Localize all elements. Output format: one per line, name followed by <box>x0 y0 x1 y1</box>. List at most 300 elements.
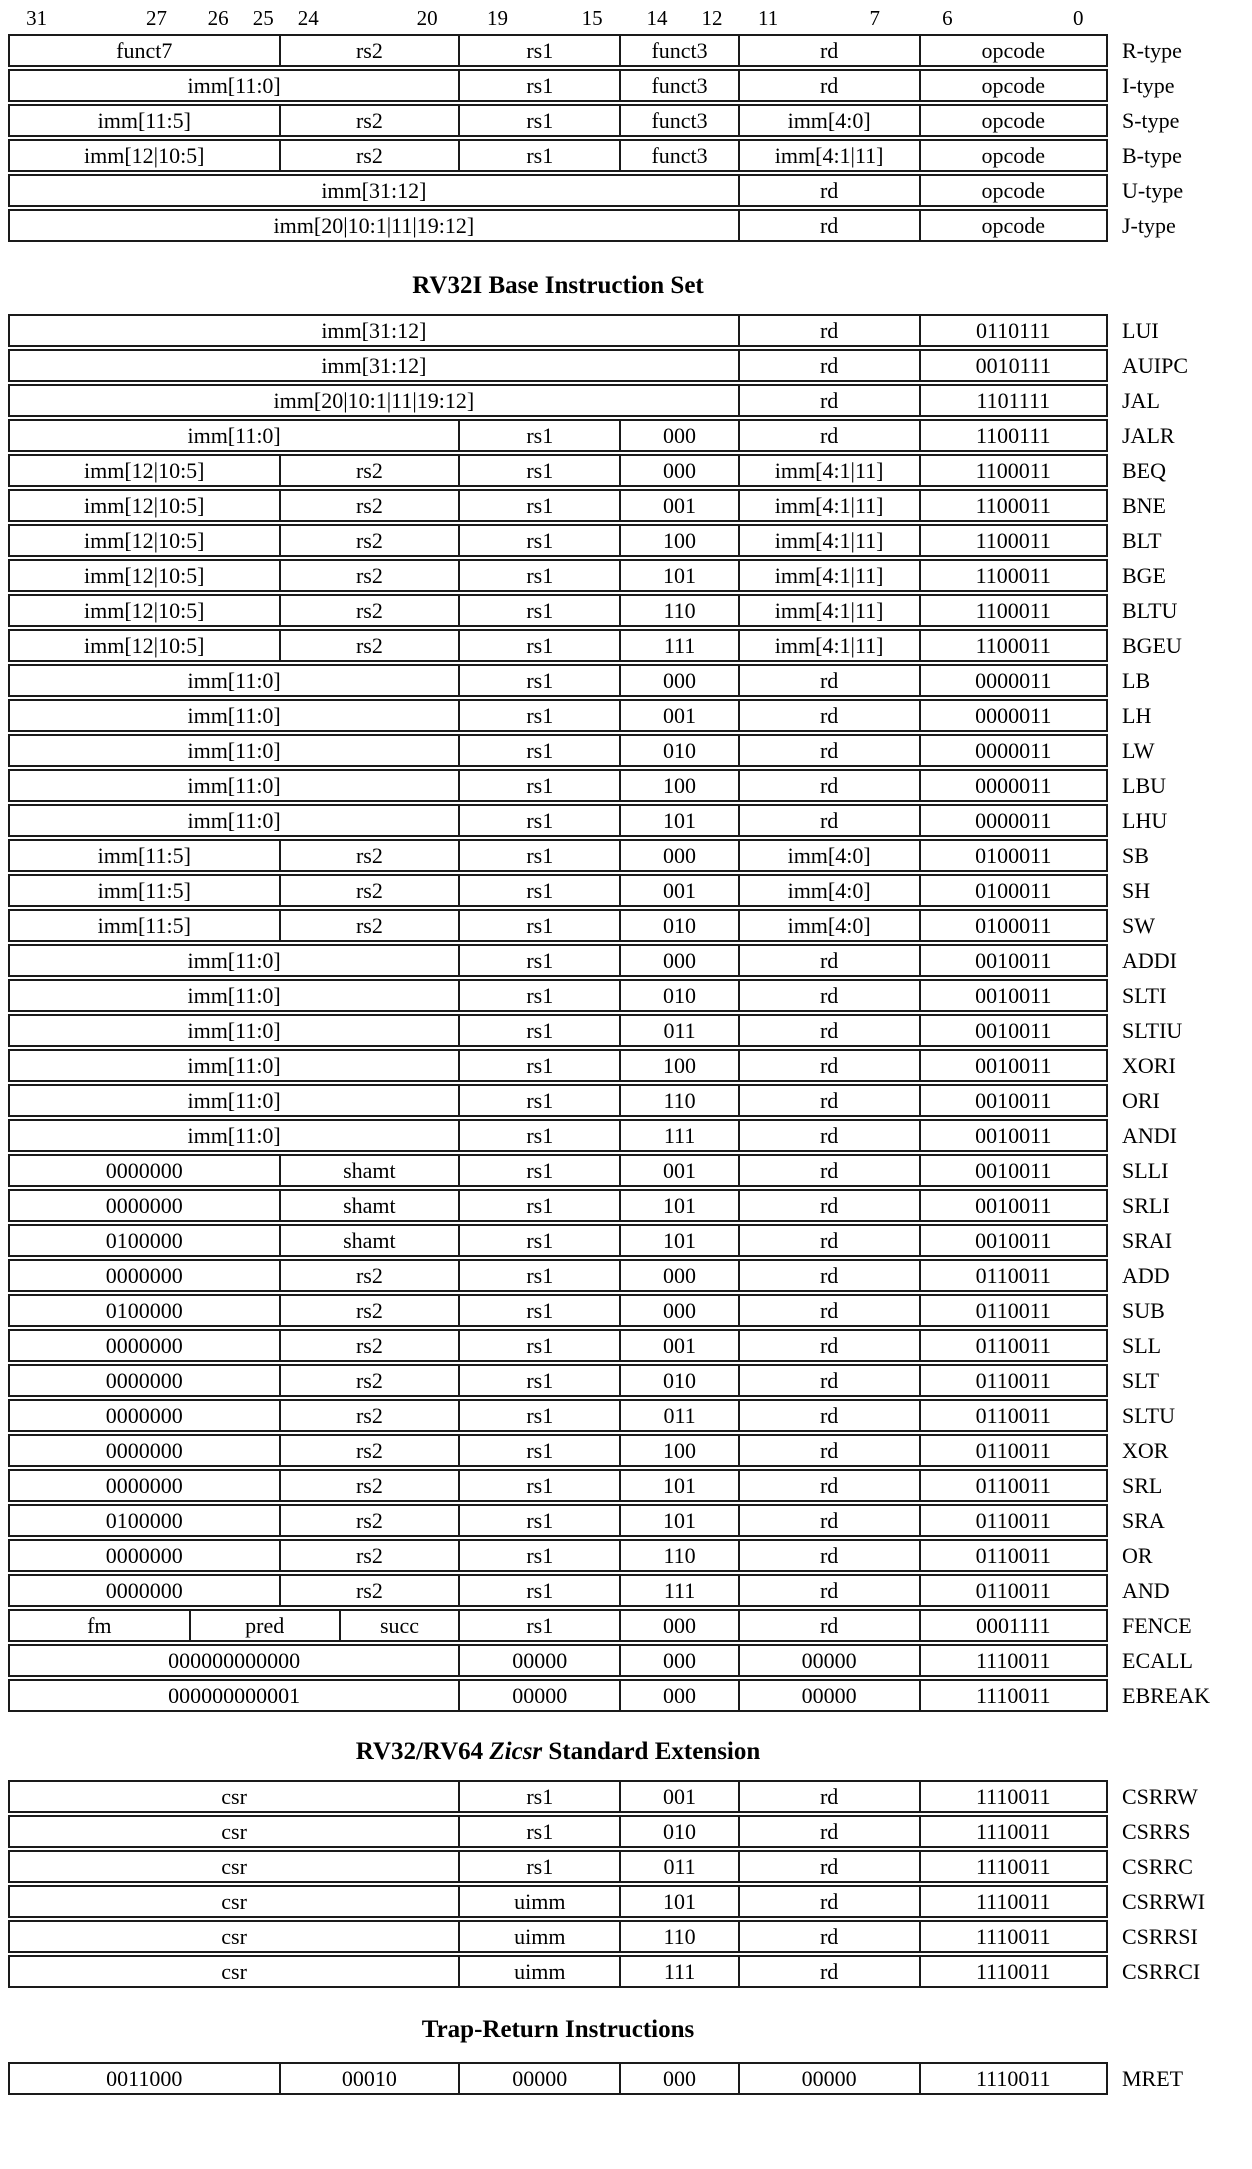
field-cell: rs2 <box>279 36 459 65</box>
instruction-row-jal <box>8 384 1160 417</box>
field-cell: imm[4:1|11] <box>738 491 919 520</box>
bit-number-25: 25 <box>252 6 274 30</box>
encoding-box <box>8 909 1108 942</box>
field-cell: rs1 <box>458 71 619 100</box>
format-row-r-type <box>8 34 1182 67</box>
instruction-row-lui <box>8 314 1159 347</box>
field-cell: 000000000000 <box>168 1648 301 1673</box>
encoding-box <box>8 454 1108 487</box>
instruction-row-xori <box>8 1049 1176 1082</box>
field-cell: rs1 <box>458 526 619 555</box>
instruction-row-sub <box>8 1294 1165 1327</box>
instruction-label: CSRRCI <box>1122 1959 1201 1984</box>
encoding-box <box>8 1329 1108 1362</box>
field-cell: imm[12|10:5] <box>84 598 205 623</box>
instruction-row-andi <box>8 1119 1177 1152</box>
field-cell: rd <box>738 386 919 415</box>
encoding-box <box>8 804 1108 837</box>
field-cell: 0010111 <box>919 351 1106 380</box>
field-cell: rd <box>738 1436 919 1465</box>
field-cell: imm[11:0] <box>187 423 281 448</box>
instruction-label: SW <box>1122 913 1155 938</box>
encoding-box <box>8 1294 1108 1327</box>
field-cell: shamt <box>279 1156 459 1185</box>
field-cell: imm[11:0] <box>187 703 281 728</box>
field-cell: fm <box>87 1613 112 1638</box>
format-label: S-type <box>1122 108 1180 133</box>
instruction-row-lhu <box>8 804 1168 837</box>
field-cell: 101 <box>619 1506 737 1535</box>
format-row-b-type <box>8 139 1182 172</box>
field-cell: 0000000 <box>105 1333 183 1358</box>
field-cell: succ <box>339 1611 458 1640</box>
field-cell: 010 <box>619 981 737 1010</box>
encoding-box <box>8 1780 1108 1813</box>
field-cell: csr <box>221 1889 247 1914</box>
field-cell: funct3 <box>619 106 737 135</box>
instruction-row-bltu <box>8 594 1178 627</box>
field-cell: csr <box>221 1819 247 1844</box>
field-cell: rs1 <box>458 491 619 520</box>
instruction-row-sh <box>8 874 1151 907</box>
instruction-label: SLTU <box>1122 1403 1175 1428</box>
instruction-label: SLTIU <box>1122 1018 1183 1043</box>
field-cell: rs2 <box>279 1261 459 1290</box>
format-label: J-type <box>1122 213 1176 238</box>
field-cell: 1110011 <box>919 1957 1106 1986</box>
encoding-box <box>8 1504 1108 1537</box>
encoding-box <box>8 69 1108 102</box>
field-cell: 000 <box>619 2064 737 2093</box>
encoding-box <box>8 384 1108 417</box>
field-cell: funct7 <box>116 38 173 63</box>
field-cell: rd <box>738 421 919 450</box>
field-cell: 1100011 <box>919 596 1106 625</box>
instruction-row-csrrw <box>8 1780 1198 1813</box>
field-cell: 1110011 <box>919 1817 1106 1846</box>
instruction-label: SLT <box>1122 1368 1160 1393</box>
field-cell: 1100111 <box>919 421 1106 450</box>
field-cell: rs1 <box>458 1296 619 1325</box>
field-cell: 1110011 <box>919 1922 1106 1951</box>
field-cell: rs2 <box>279 631 459 660</box>
encoding-box <box>8 1539 1108 1572</box>
instruction-label: SH <box>1122 878 1151 903</box>
field-cell: rd <box>738 1156 919 1185</box>
instruction-label: BNE <box>1122 493 1166 518</box>
field-cell: rd <box>738 1051 919 1080</box>
field-cell: 0000000 <box>105 1158 183 1183</box>
encoding-box <box>8 1189 1108 1222</box>
field-cell: rd <box>738 176 919 205</box>
field-cell: imm[11:0] <box>187 983 281 1008</box>
field-cell: funct3 <box>619 141 737 170</box>
field-cell: rs1 <box>458 1576 619 1605</box>
format-row-j-type <box>8 209 1176 242</box>
field-cell: imm[11:0] <box>187 1018 281 1043</box>
field-cell: imm[31:12] <box>321 178 427 203</box>
field-cell: rs2 <box>279 106 459 135</box>
field-cell: 0010011 <box>919 1191 1106 1220</box>
field-cell: rd <box>738 1817 919 1846</box>
field-cell: rd <box>738 736 919 765</box>
field-cell: 0010011 <box>919 1226 1106 1255</box>
field-cell: rs1 <box>458 36 619 65</box>
field-cell: rs2 <box>279 456 459 485</box>
field-cell: rs1 <box>458 421 619 450</box>
instruction-label: LB <box>1122 668 1151 693</box>
field-cell: 1110011 <box>919 2064 1106 2093</box>
field-cell: shamt <box>279 1226 459 1255</box>
instruction-label: BGE <box>1122 563 1166 588</box>
encoding-box <box>8 979 1108 1012</box>
instruction-label: OR <box>1122 1543 1153 1568</box>
instruction-label: CSRRC <box>1122 1854 1193 1879</box>
field-cell: rs1 <box>458 1226 619 1255</box>
field-cell: rs2 <box>279 1576 459 1605</box>
field-cell: 0011000 <box>106 2066 183 2091</box>
field-cell: rs1 <box>458 981 619 1010</box>
field-cell: 0100000 <box>105 1508 183 1533</box>
field-cell: 0110011 <box>919 1331 1106 1360</box>
instruction-label: BGEU <box>1122 633 1182 658</box>
instruction-label: CSRRWI <box>1122 1889 1206 1914</box>
field-cell: shamt <box>279 1191 459 1220</box>
field-cell: 000 <box>619 666 737 695</box>
field-cell: uimm <box>458 1887 619 1916</box>
instruction-label: LHU <box>1122 808 1168 833</box>
field-cell: funct3 <box>619 71 737 100</box>
instruction-label: JALR <box>1122 423 1175 448</box>
instruction-label: BEQ <box>1122 458 1166 483</box>
field-cell: 000 <box>619 841 737 870</box>
field-cell: rd <box>738 1576 919 1605</box>
field-cell: opcode <box>919 71 1106 100</box>
encoding-box <box>8 1815 1108 1848</box>
field-cell: rs2 <box>279 491 459 520</box>
field-cell: rd <box>738 1957 919 1986</box>
encoding-box <box>8 1609 1108 1642</box>
encoding-box <box>8 104 1108 137</box>
field-cell: 0010011 <box>919 1156 1106 1185</box>
instruction-row-sw <box>8 909 1155 942</box>
encoding-box <box>8 34 1108 67</box>
field-cell: imm[11:0] <box>187 1123 281 1148</box>
field-cell: rs2 <box>279 1331 459 1360</box>
field-cell: 0000011 <box>919 806 1106 835</box>
bit-number-12: 12 <box>701 6 723 30</box>
instruction-row-sb <box>8 839 1149 872</box>
field-cell: 1100011 <box>919 456 1106 485</box>
field-cell: 0110011 <box>919 1576 1106 1605</box>
encoding-box <box>8 559 1108 592</box>
field-cell: imm[31:12] <box>321 353 427 378</box>
section-title-trap <box>8 2016 1108 2044</box>
field-cell: rs2 <box>279 1541 459 1570</box>
field-cell: 0000000 <box>105 1543 183 1568</box>
instruction-label: XORI <box>1122 1053 1176 1078</box>
field-cell: rd <box>738 1852 919 1881</box>
field-cell: 0100011 <box>919 841 1106 870</box>
field-cell: opcode <box>919 211 1106 240</box>
instruction-row-slt <box>8 1364 1160 1397</box>
encoding-box <box>8 874 1108 907</box>
instruction-label: SRL <box>1122 1473 1163 1498</box>
field-cell: rd <box>738 1331 919 1360</box>
field-cell: rs1 <box>458 771 619 800</box>
field-cell: uimm <box>458 1957 619 1986</box>
instruction-label: SLL <box>1122 1333 1162 1358</box>
field-cell: opcode <box>919 176 1106 205</box>
field-cell: imm[4:0] <box>738 911 919 940</box>
field-cell: 1100011 <box>919 561 1106 590</box>
field-cell: rs2 <box>279 876 459 905</box>
format-label: U-type <box>1122 178 1184 203</box>
encoding-box <box>8 174 1108 207</box>
encoding-box <box>8 1014 1108 1047</box>
field-cell: rd <box>738 981 919 1010</box>
instruction-row-jalr <box>8 419 1175 452</box>
instruction-label: SB <box>1122 843 1149 868</box>
instruction-row-slli <box>8 1154 1169 1187</box>
instruction-label: LW <box>1122 738 1155 763</box>
field-cell: rd <box>738 1121 919 1150</box>
field-cell: rs1 <box>458 1436 619 1465</box>
instruction-row-sra <box>8 1504 1165 1537</box>
instruction-row-lb <box>8 664 1151 697</box>
field-cell: imm[11:5] <box>97 108 191 133</box>
field-cell: imm[11:0] <box>187 948 281 973</box>
field-cell: imm[4:1|11] <box>738 631 919 660</box>
field-cell: rd <box>738 71 919 100</box>
instruction-row-lw <box>8 734 1155 767</box>
field-cell: imm[11:0] <box>187 73 281 98</box>
field-cell: rs1 <box>458 1121 619 1150</box>
field-cell: rd <box>738 1191 919 1220</box>
bit-position-ruler <box>8 6 1108 30</box>
section-title-rv32i <box>8 272 1108 300</box>
instruction-label: BLT <box>1122 528 1162 553</box>
field-cell: rs1 <box>458 911 619 940</box>
encoding-box <box>8 1154 1108 1187</box>
encoding-box <box>8 1920 1108 1953</box>
field-cell: rs1 <box>458 666 619 695</box>
field-cell: opcode <box>919 106 1106 135</box>
field-cell: 0000000 <box>105 1263 183 1288</box>
instruction-row-ecall <box>8 1644 1193 1677</box>
field-cell: imm[11:5] <box>97 843 191 868</box>
encoding-box <box>8 1399 1108 1432</box>
field-cell: 0000000 <box>105 1578 183 1603</box>
field-cell: rd <box>738 771 919 800</box>
instruction-row-add <box>8 1259 1170 1292</box>
field-cell: rd <box>738 1226 919 1255</box>
instruction-label: XOR <box>1122 1438 1169 1463</box>
encoding-box <box>8 734 1108 767</box>
field-cell: rs1 <box>458 1331 619 1360</box>
bit-number-27: 27 <box>146 6 167 30</box>
field-cell: rs1 <box>458 1471 619 1500</box>
field-cell: 101 <box>619 1471 737 1500</box>
field-cell: rd <box>738 946 919 975</box>
instruction-row-or <box>8 1539 1153 1572</box>
encoding-box <box>8 769 1108 802</box>
format-row-u-type <box>8 174 1184 207</box>
title-segment: RV32/RV64 <box>355 1738 490 1765</box>
field-cell: 1110011 <box>919 1681 1106 1710</box>
field-cell: rd <box>738 806 919 835</box>
field-cell: rs1 <box>458 1541 619 1570</box>
field-cell: 0110011 <box>919 1401 1106 1430</box>
instruction-row-slti <box>8 979 1167 1012</box>
encoding-box <box>8 944 1108 977</box>
field-cell: 00000 <box>458 2064 619 2093</box>
field-cell: rs1 <box>458 596 619 625</box>
field-cell: rs2 <box>279 596 459 625</box>
field-cell: rd <box>738 1541 919 1570</box>
format-label: R-type <box>1122 38 1182 63</box>
field-cell: rs2 <box>279 911 459 940</box>
instruction-label: CSRRW <box>1122 1784 1198 1809</box>
encoding-box <box>8 1224 1108 1257</box>
bit-number-6: 6 <box>942 6 953 30</box>
field-cell: rd <box>738 1016 919 1045</box>
field-cell: imm[4:0] <box>738 841 919 870</box>
field-cell: 0000000 <box>105 1368 183 1393</box>
instruction-row-srli <box>8 1189 1170 1222</box>
field-cell: imm[12|10:5] <box>84 563 205 588</box>
title-segment: RV32I Base Instruction Set <box>412 272 704 299</box>
field-cell: 0010011 <box>919 1086 1106 1115</box>
field-cell: 011 <box>619 1016 737 1045</box>
field-cell: 1110011 <box>919 1852 1106 1881</box>
encoding-box <box>8 349 1108 382</box>
field-cell: imm[4:1|11] <box>738 456 919 485</box>
field-cell: rs1 <box>458 806 619 835</box>
field-cell: rd <box>738 1296 919 1325</box>
field-cell: 111 <box>619 631 737 660</box>
field-cell: 1110011 <box>919 1887 1106 1916</box>
field-cell: 0110011 <box>919 1296 1106 1325</box>
encoding-box <box>8 1259 1108 1292</box>
field-cell: 101 <box>619 561 737 590</box>
field-cell: 000 <box>619 1261 737 1290</box>
field-cell: imm[4:1|11] <box>738 561 919 590</box>
instruction-row-blt <box>8 524 1162 557</box>
instruction-label: CSRRSI <box>1122 1924 1198 1949</box>
field-cell: 000 <box>619 456 737 485</box>
field-cell: 0001111 <box>919 1611 1106 1640</box>
field-cell: 000 <box>619 1296 737 1325</box>
encoding-box <box>8 629 1108 662</box>
field-cell: rd <box>738 1887 919 1916</box>
field-cell: rs1 <box>458 1261 619 1290</box>
field-cell: rs1 <box>458 701 619 730</box>
encoding-box <box>8 2062 1108 2095</box>
field-cell: rs1 <box>458 1086 619 1115</box>
field-cell: imm[4:0] <box>738 106 919 135</box>
field-cell: 110 <box>619 1922 737 1951</box>
field-cell: 00000 <box>458 1646 619 1675</box>
field-cell: 111 <box>619 1957 737 1986</box>
field-cell: rs1 <box>458 1611 619 1640</box>
instruction-row-lbu <box>8 769 1166 802</box>
instruction-row-srai <box>8 1224 1173 1257</box>
field-cell: 000 <box>619 1681 737 1710</box>
field-cell: rs1 <box>458 1852 619 1881</box>
instruction-row-sll <box>8 1329 1162 1362</box>
field-cell: 101 <box>619 1226 737 1255</box>
field-cell: 011 <box>619 1852 737 1881</box>
instruction-row-csrrsi <box>8 1920 1198 1953</box>
field-cell: 111 <box>619 1121 737 1150</box>
field-cell: 0100000 <box>105 1228 183 1253</box>
bit-number-14: 14 <box>646 6 668 30</box>
instruction-row-bne <box>8 489 1166 522</box>
field-cell: 1101111 <box>919 386 1106 415</box>
field-cell: 0110011 <box>919 1436 1106 1465</box>
instruction-label: JAL <box>1122 388 1160 413</box>
encoding-box <box>8 1364 1108 1397</box>
format-label: I-type <box>1122 73 1175 98</box>
field-cell: imm[12|10:5] <box>84 458 205 483</box>
instruction-row-auipc <box>8 349 1189 382</box>
encoding-box <box>8 139 1108 172</box>
instruction-label: ECALL <box>1122 1648 1193 1673</box>
bit-number-15: 15 <box>581 6 603 30</box>
field-cell: imm[12|10:5] <box>84 633 205 658</box>
instruction-row-and <box>8 1574 1170 1607</box>
field-cell: 0110011 <box>919 1506 1106 1535</box>
field-cell: rs2 <box>279 141 459 170</box>
field-cell: imm[12|10:5] <box>84 143 205 168</box>
field-cell: imm[4:1|11] <box>738 596 919 625</box>
title-segment-italic: Zicsr <box>489 1738 543 1765</box>
field-cell: 1100011 <box>919 491 1106 520</box>
field-cell: 010 <box>619 911 737 940</box>
instruction-row-fence <box>8 1609 1192 1642</box>
instruction-label: AUIPC <box>1122 353 1189 378</box>
encoding-box <box>8 1850 1108 1883</box>
encoding-box <box>8 489 1108 522</box>
field-cell: 0010011 <box>919 1121 1106 1150</box>
encoding-box <box>8 314 1108 347</box>
instruction-label: FENCE <box>1122 1613 1192 1638</box>
field-cell: 0110011 <box>919 1541 1106 1570</box>
field-cell: 1110011 <box>919 1782 1106 1811</box>
field-cell: 0110011 <box>919 1471 1106 1500</box>
field-cell: rs1 <box>458 1401 619 1430</box>
field-cell: 101 <box>619 806 737 835</box>
instruction-label: LBU <box>1122 773 1166 798</box>
bit-number-19: 19 <box>487 6 508 30</box>
field-cell: 0000011 <box>919 666 1106 695</box>
field-cell: rs2 <box>279 1296 459 1325</box>
field-cell: 010 <box>619 1817 737 1846</box>
field-cell: funct3 <box>619 36 737 65</box>
bit-number-26: 26 <box>207 6 229 30</box>
field-cell: 001 <box>619 1782 737 1811</box>
field-cell: rd <box>738 36 919 65</box>
field-cell: 000 <box>619 1611 737 1640</box>
field-cell: rd <box>738 1471 919 1500</box>
encoding-box <box>8 1955 1108 1988</box>
bit-number-20: 20 <box>416 6 438 30</box>
field-cell: imm[11:0] <box>187 738 281 763</box>
field-cell: imm[12|10:5] <box>84 528 205 553</box>
field-cell: rs1 <box>458 106 619 135</box>
encoding-box <box>8 1469 1108 1502</box>
